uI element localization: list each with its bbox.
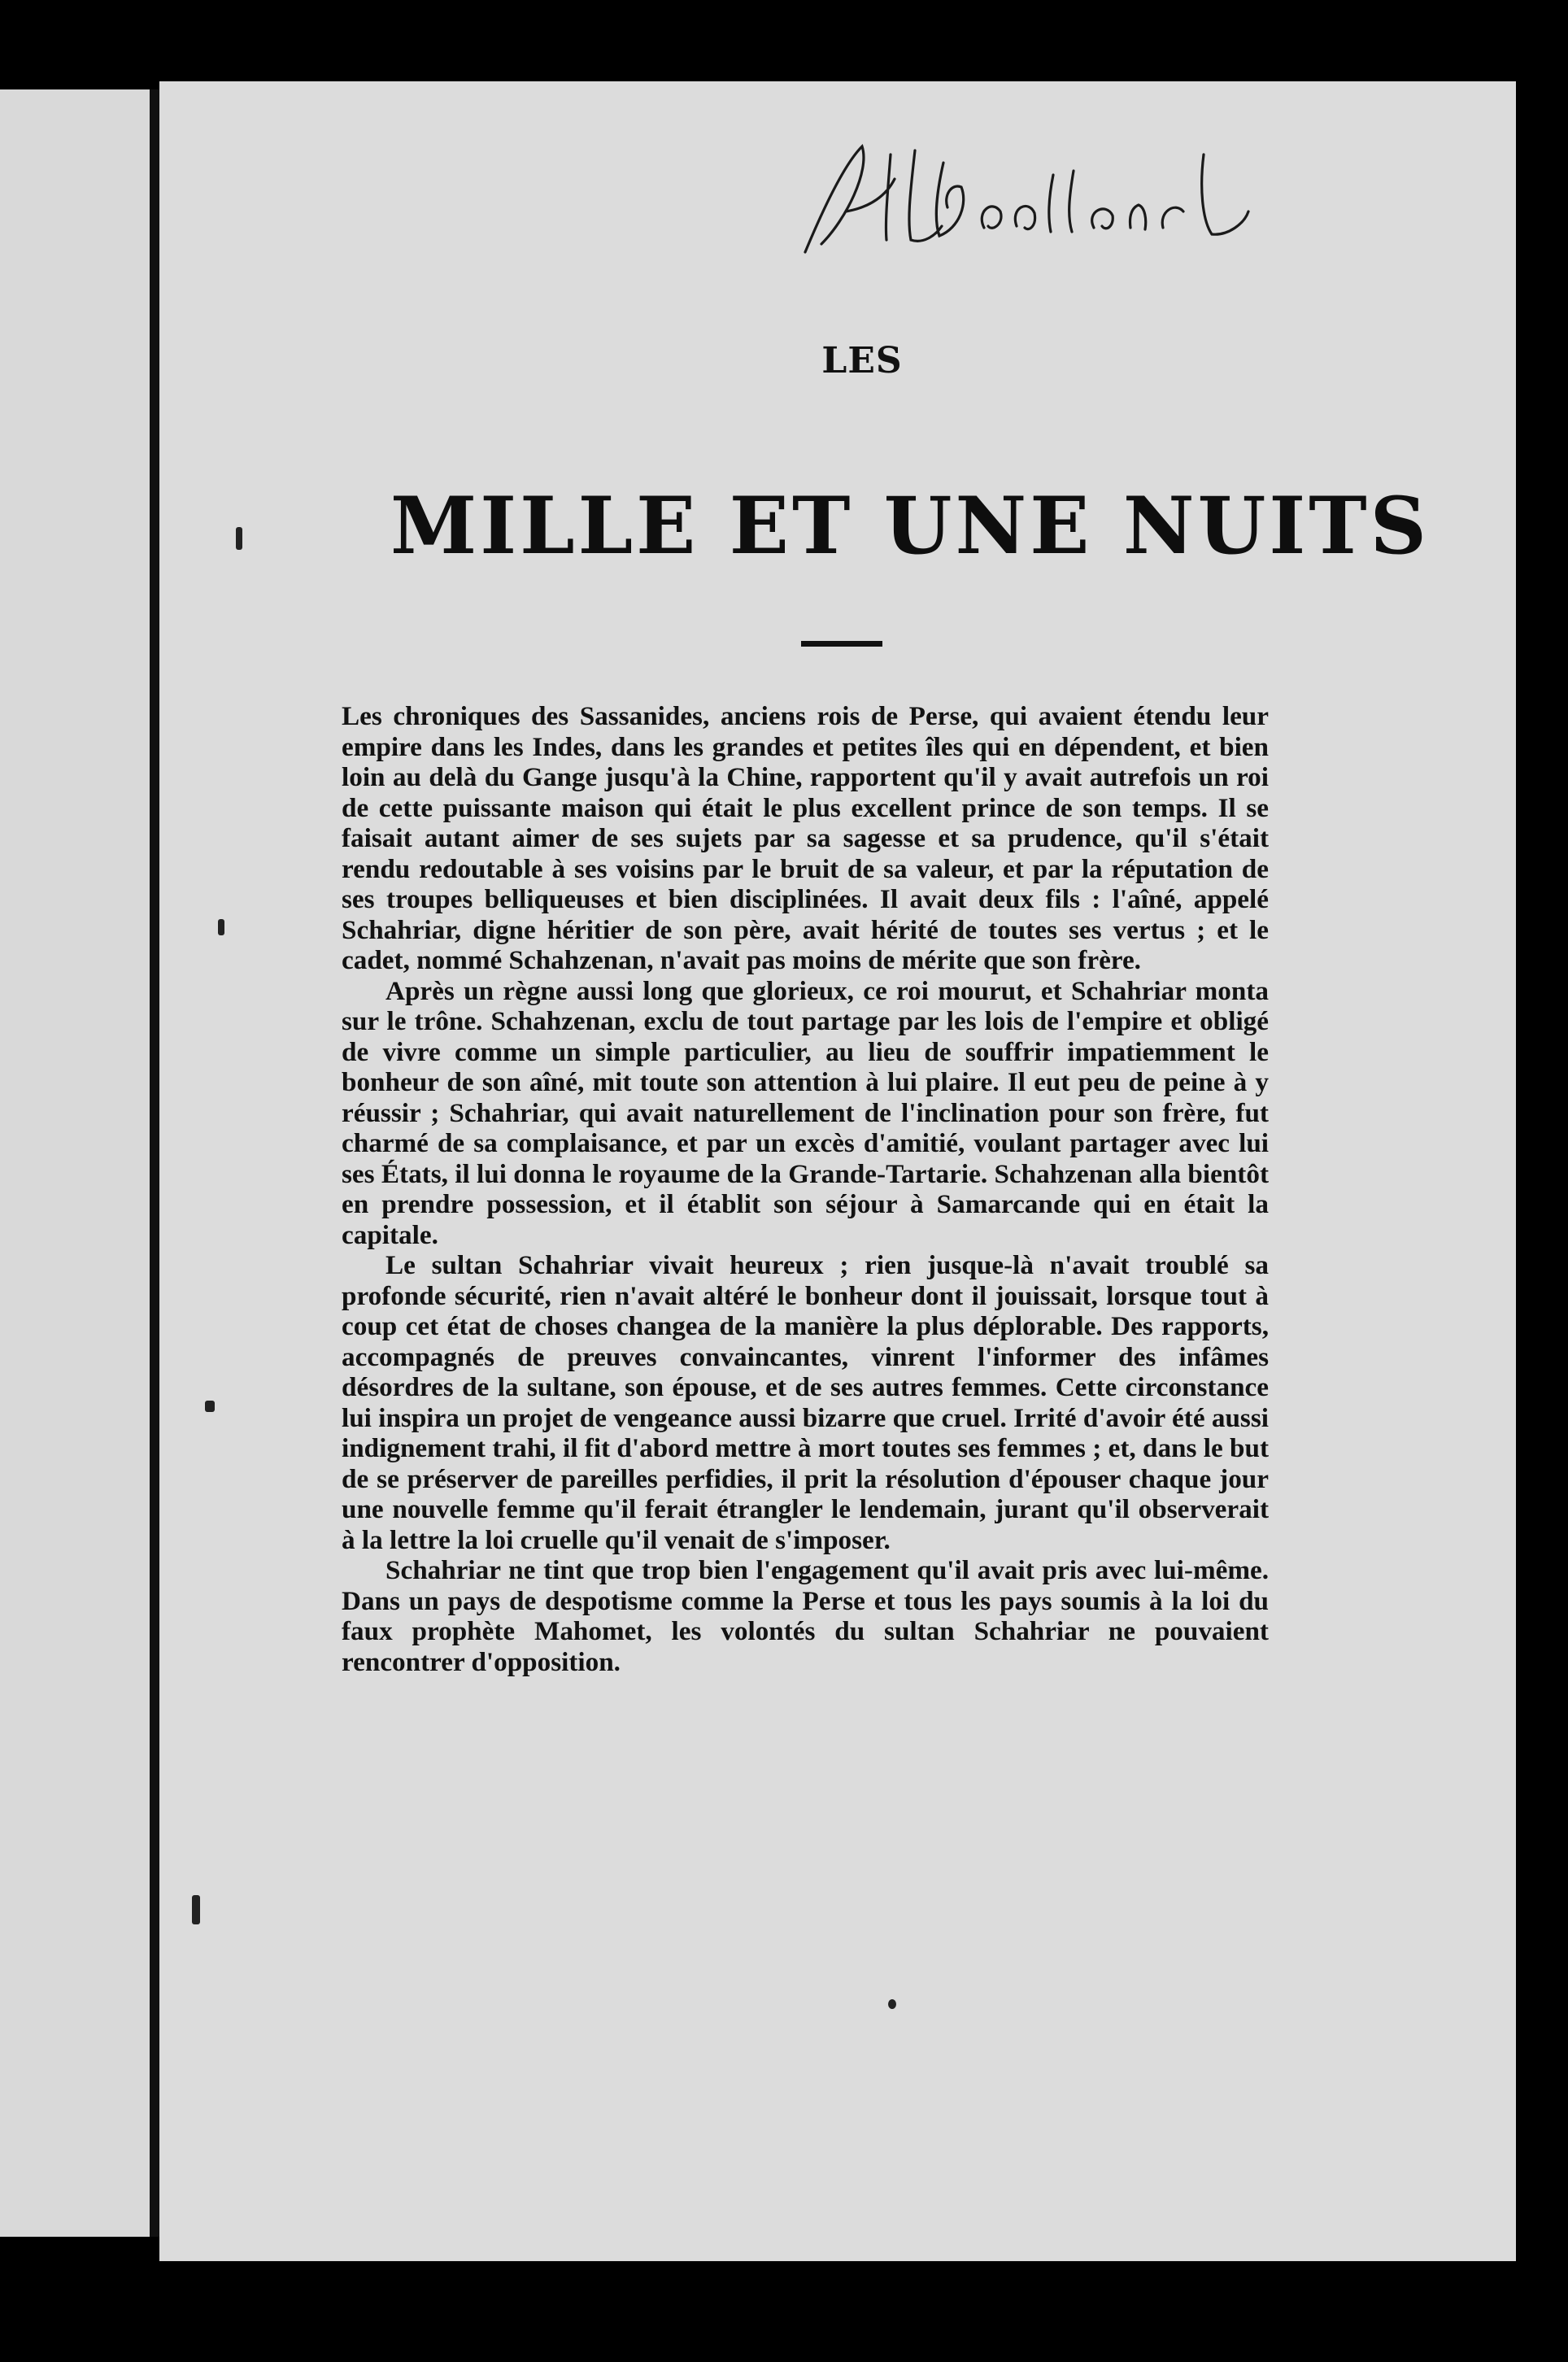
margin-mark: [236, 527, 242, 550]
margin-mark: [218, 919, 224, 935]
paragraph: Après un règne aussi long que glorieux, ce roi mourut, et Schahriar monta sur le trône. Schahzenan, exclu de tout partage par les lois de l'empire et obligé de vivre comme un simple particulier, au lieu de souffrir impatiemment le bonheur de son aîné, mit toute son attention à lui plaire. Il eut peu de peine à y réussir ; Schahriar, qui avait naturellement de l'inclination pour son frère, fut charmé de sa complaisance, et par un excès d'amitié, voulant partager avec lui ses États, il lui donna le royaume de la Grande-Tartarie. Schahzenan alla bientôt en prendre possession, et il établit son séjour à Samarcande qui en était la capitale.: [342, 975, 1269, 1250]
margin-mark: [192, 1895, 200, 1924]
paragraph: Les chroniques des Sassanides, anciens rois de Perse, qui avaient étendu leur empire dans les Indes, dans les grandes et petites îles qui en dépendent, et bien loin au delà du Gange jusqu'à la Chine, rapportent qu'il y avait autrefois un roi de cette puissante maison qui était le plus excellent prince de son temps. Il se faisait autant aimer de ses sujets par sa sagesse et sa prudence, qu'il s'était rendu redoutable à ses voisins par le bruit de sa valeur, et par la réputation de ses troupes belliqueuses et bien disciplinées. Il avait deux fils : l'aîné, appelé Schahriar, digne héritier de son père, avait hérité de toutes ses vertus ; et le cadet, nommé Schahzenan, n'avait pas moins de mérite que son frère.: [342, 701, 1269, 975]
book-title: MILLE ET UNE NUITS: [390, 480, 1430, 572]
paragraph: Le sultan Schahriar vivait heureux ; rien jusque-là n'avait troublé sa profonde sécurité, rien n'avait altéré le bonheur dont il jouissait, lorsque tout à coup cet état de choses changea de la manière la plus déplorable. Des rapports, accompagnés de preuves convaincantes, vinrent l'informer des infâmes désordres de la sultane, son épouse, et de ses autres femmes. Cette circonstance lui inspira un projet de vengeance aussi bizarre que cruel. Irrité d'avoir été aussi indignement trahi, il fit d'abord mettre à mort toutes ses femmes ; et, dans le but de se préserver de pareilles perfidies, il prit la résolution d'épouser chaque jour une nouvelle femme qu'il ferait étrangler le lendemain, jurant qu'il observerait à la lettre la loi cruelle qu'il venait de s'imposer.: [342, 1250, 1269, 1555]
page-gutter: [150, 89, 159, 2237]
body-text: [342, 701, 1269, 1677]
page-speck: [888, 1999, 896, 2009]
paragraph: Schahriar ne tint que trop bien l'engagement qu'il avait pris avec lui-même. Dans un pays de despotisme comme la Perse et tous les pays soumis à la loi du faux prophète Mahomet, les volontés du sultan Schahriar ne pouvaient rencontrer d'opposition.: [342, 1555, 1269, 1677]
title-rule: [801, 641, 882, 647]
margin-mark: [205, 1401, 215, 1412]
handwritten-signature: [748, 130, 1269, 268]
left-page-edge: [0, 89, 156, 2237]
title-les: LES: [821, 340, 903, 381]
